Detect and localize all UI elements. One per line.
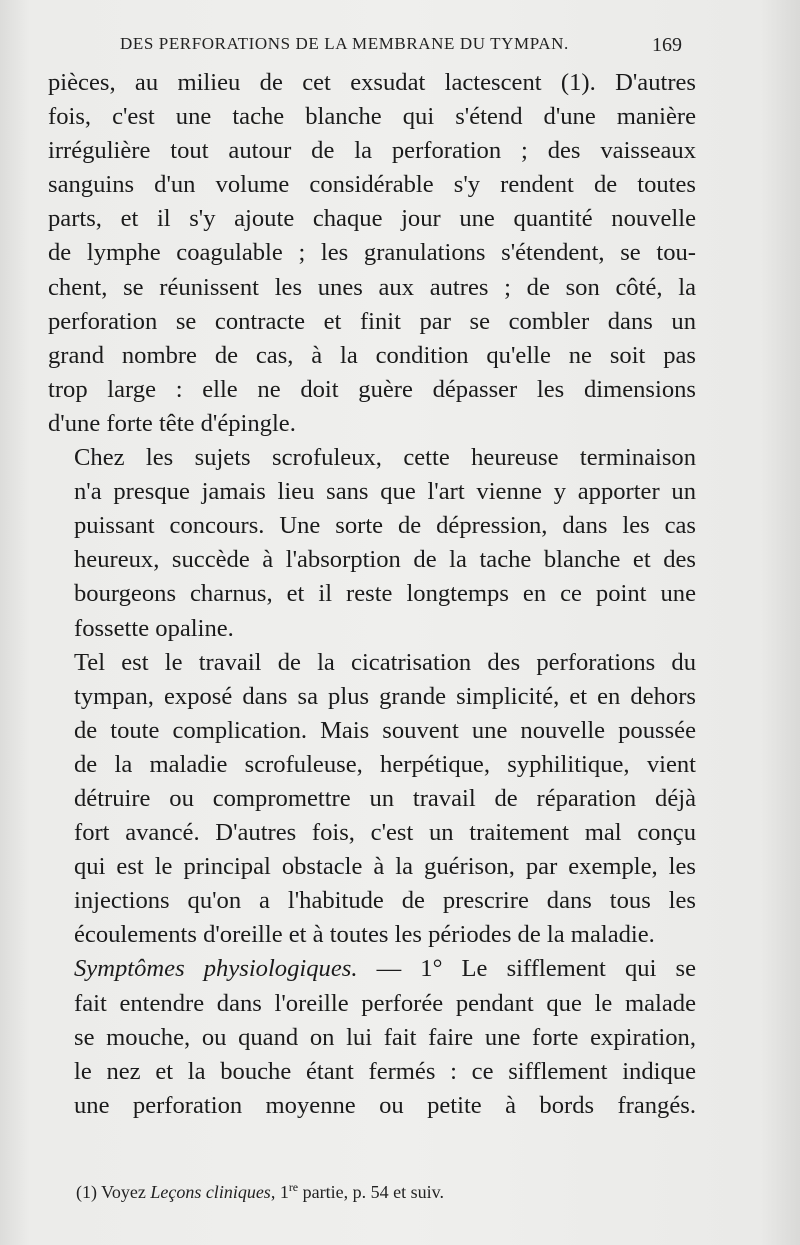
text-line: de lymphe coagulable ; les granulations s'étendent, se tou- [48,239,696,267]
text-line: détruire ou compromettre un travail de réparation déjà [74,784,696,812]
text-line: sanguins d'un volume considérable s'y rendent de toutes [48,171,696,199]
text-line: Tel est le travail de la cicatrisation des perforations du [74,648,696,676]
text-line: qui est le principal obstacle à la guérison, par exemple, les [74,853,696,881]
text-line: écoulements d'oreille et à toutes les périodes de la maladie. [74,921,655,949]
text-line-rest: — 1° Le sifflement qui se [357,955,696,983]
footnote-part: , 1 [270,1182,289,1202]
paragraph-1 [48,66,696,441]
footnote [76,1180,696,1203]
running-header: DES PERFORATIONS DE LA MEMBRANE DU TYMPAN. [120,34,569,53]
page-number: 169 [652,34,682,56]
body-text [48,66,696,1123]
text-line: tympan, exposé dans sa plus grande simplicité, et en dehors [74,682,696,710]
text-line: pièces, au milieu de cet exsudat lactescent (1). D'autres [48,69,696,96]
text-line: se mouche, ou quand on lui fait faire une forte expiration, [74,1023,696,1051]
text-line: le nez et la bouche étant fermés : ce sifflement indique [74,1057,696,1085]
footnote-title: Leçons cliniques [150,1182,271,1202]
text-line: d'une forte tête d'épingle. [48,409,296,437]
text-line: parts, et il s'y ajoute chaque jour une quantité nouvelle [48,205,696,233]
text-line: chent, se réunissent les unes aux autres ; de son côté, la [48,273,696,301]
text-line: grand nombre de cas, à la condition qu'elle ne soit pas [48,341,696,369]
footnote-superscript: re [288,1180,299,1194]
paragraph-3 [48,646,696,953]
text-line: heureux, succède à l'absorption de la tache blanche et des [74,546,696,574]
section-heading-italic: Symptômes physiologiques. [74,955,358,983]
text-line: bourgeons charnus, et il reste longtemps en ce point une [74,580,696,608]
text-line: fait entendre dans l'oreille perforée pendant que le malade [74,989,696,1017]
text-line: fois, c'est une tache blanche qui s'étend d'une manière [48,103,696,131]
text-line: n'a presque jamais lieu sans que l'art vienne y apporter un [74,478,696,506]
footnote-rest: partie, p. 54 et suiv. [298,1182,444,1202]
text-line: de la maladie scrofuleuse, herpétique, syphilitique, vient [74,750,696,778]
text-line: perforation se contracte et finit par se combler dans un [48,307,696,335]
text-line: injections qu'on a l'habitude de prescrire dans tous les [74,887,696,915]
text-line: irrégulière tout autour de la perforation ; des vaisseaux [48,137,696,165]
text-line: une perforation moyenne ou petite à bords frangés. [74,1091,696,1119]
text-line: Chez les sujets scrofuleux, cette heureuse terminaison [74,444,696,472]
paragraph-4 [48,952,696,1122]
text-line: trop large : elle ne doit guère dépasser les dimensions [48,375,696,403]
text-line [48,952,696,986]
footnote-marker: (1) Voyez [76,1182,151,1202]
paragraph-2 [48,441,696,646]
text-line: fossette opaline. [74,614,234,642]
text-line: de toute complication. Mais souvent une nouvelle poussée [74,716,696,744]
text-line: puissant concours. Une sorte de dépression, dans les cas [74,512,696,540]
text-line: fort avancé. D'autres fois, c'est un traitement mal conçu [74,819,696,847]
